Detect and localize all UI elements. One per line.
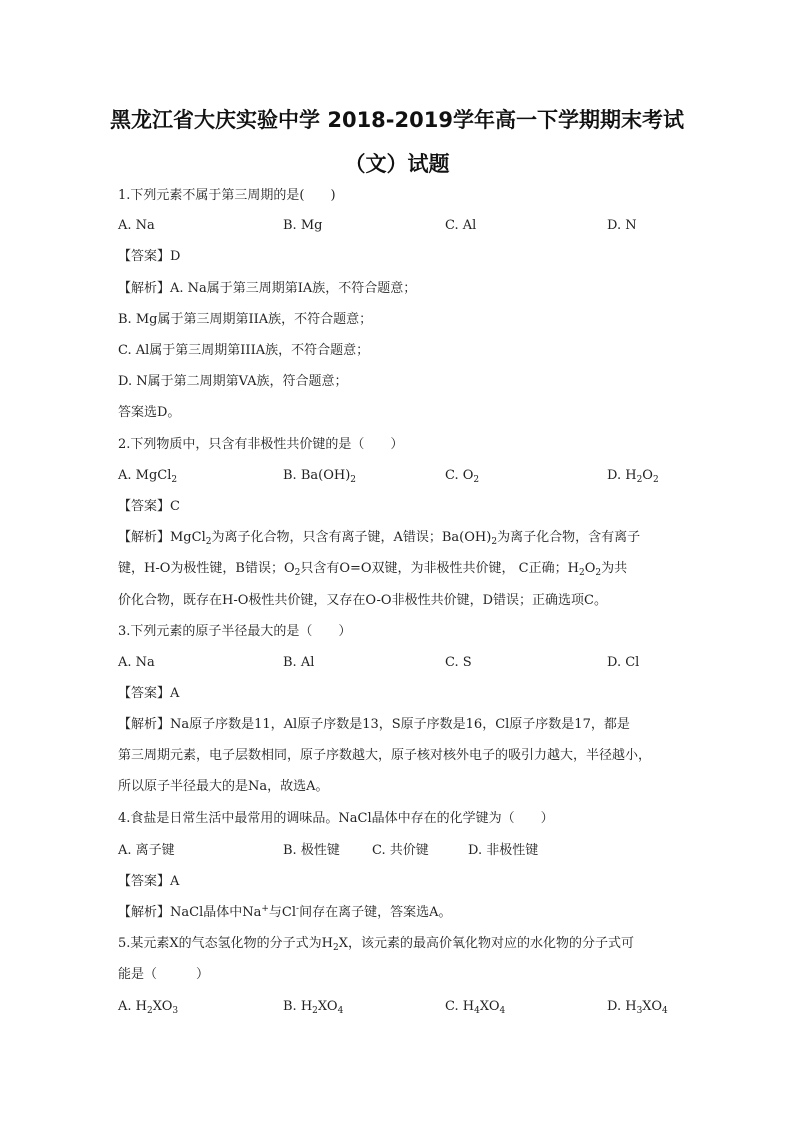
q4-option-c: C. 共价键 (372, 843, 429, 858)
q2-option-c: C. $O_2$ (445, 468, 480, 485)
q1-analysis-line: 答案选D。 (118, 405, 181, 420)
question-4-stem: 4.食盐是日常生活中最常用的调味品。NaCl晶体中存在的化学键为（ ） (118, 811, 554, 826)
exam-title-line2: （文）试题 (344, 152, 450, 176)
q4-option-b: B. 极性键 (283, 843, 340, 858)
q3-option-a: A. Na (118, 655, 155, 670)
question-1-stem: 1.下列元素不属于第三周期的是( ) (118, 188, 336, 203)
exam-title-line1: 黑龙江省大庆实验中学 2018-2019学年高一下学期期末考试 (110, 108, 684, 132)
q3-option-d: D. Cl (607, 655, 640, 670)
q4-option-d: D. 非极性键 (468, 843, 539, 858)
question-2-stem: 2.下列物质中，只含有非极性共价键的是（ ） (118, 437, 404, 452)
q1-answer: 【答案】D (118, 249, 181, 264)
q2-option-b: B. $Ba(OH)_2$ (283, 468, 356, 485)
q4-analysis-line: 【解析】NaCl晶体中Na+与Cl-间存在离子键，答案选A。 (118, 904, 452, 920)
q5-option-a: A. $H_2XO_3$ (118, 999, 179, 1016)
q1-option-b: B. Mg (283, 218, 323, 233)
q2-analysis-line: 价化合物，既存在H-O极性共价键，又存在O-O非极性共价键，D错误；正确选项C。 (118, 593, 607, 608)
q2-option-a: A. MgCl$_2$ (118, 468, 178, 485)
q1-analysis-line: 【解析】A. Na属于第三周期第IA族，不符合题意； (118, 281, 417, 296)
q1-option-d: D. N (607, 218, 637, 233)
q2-option-d: D. $H_2O_2$ (607, 468, 659, 485)
q5-option-b: B. $H_2XO_4$ (283, 999, 344, 1016)
q3-option-c: C. S (445, 655, 472, 670)
q1-analysis-line: B. Mg属于第三周期第IIA族，不符合题意； (118, 312, 373, 327)
question-5-stem: 5.某元素X的气态氢化物的分子式为$H_2X$，该元素的最高价氧化物对应的水化物的分子式可 (118, 936, 634, 953)
q4-option-a: A. 离子键 (118, 843, 175, 858)
q3-analysis-line: 所以原子半径最大的是Na，故选A。 (118, 779, 329, 794)
q1-option-a: A. Na (118, 218, 155, 233)
question-3-stem: 3.下列元素的原子半径最大的是（ ） (118, 624, 352, 639)
q3-option-b: B. Al (283, 655, 315, 670)
q1-analysis-line: C. Al属于第三周期第IIIA族，不符合题意； (118, 343, 370, 358)
q5-option-d: D. $H_3XO_4$ (607, 999, 668, 1016)
q1-analysis-line: D. N属于第二周期第VA族，符合题意； (118, 374, 348, 389)
q3-answer: 【答案】A (118, 686, 180, 701)
q3-analysis-line: 【解析】Na原子序数是11，Al原子序数是13，S原子序数是16，Cl原子序数是17，都是 (118, 717, 630, 732)
q3-analysis-line: 第三周期元素，电子层数相同，原子序数越大，原子核对核外电子的吸引力越大，半径越小， (118, 748, 652, 763)
q5-option-c: C. $H_4XO_4$ (445, 999, 506, 1016)
q4-answer: 【答案】A (118, 874, 180, 889)
q2-analysis-line: 【解析】MgCl$_2$为离子化合物，只含有离子键，A错误；$Ba(OH)_2$为离子化合物，含有离子 (118, 530, 641, 547)
question-5-stem-cont: 能是（ ） (118, 967, 210, 982)
q1-option-c: C. Al (445, 218, 477, 233)
q2-answer: 【答案】C (118, 499, 180, 514)
q2-analysis-line: 键，H-O为极性键，B错误；$O_2$只含有O=O双键，为非极性共价键， C正确；$H_2O_2$为共 (118, 561, 628, 578)
